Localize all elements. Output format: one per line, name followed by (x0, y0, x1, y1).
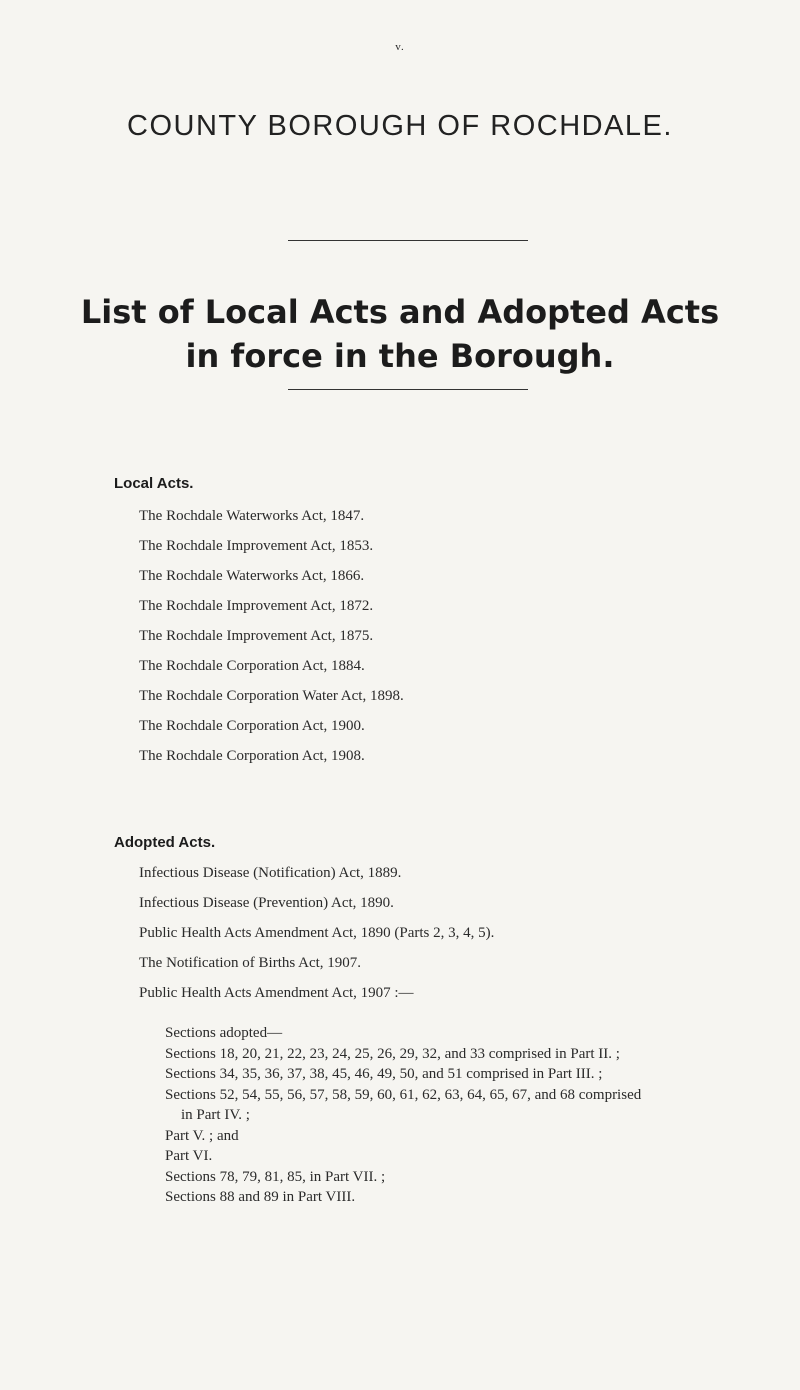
sections-line: Sections 88 and 89 in Part VIII. (165, 1189, 356, 1205)
list-item: The Rochdale Improvement Act, 1872. (139, 598, 374, 614)
list-item: Infectious Disease (Prevention) Act, 1890. (139, 895, 394, 911)
list-item: The Rochdale Corporation Act, 1908. (139, 748, 365, 764)
sections-adopted-list (165, 1023, 641, 1208)
page-number: v. (395, 41, 405, 53)
list-item: Infectious Disease (Notification) Act, 1889. (139, 865, 402, 881)
divider-top (288, 240, 528, 241)
list-item: The Rochdale Corporation Act, 1884. (139, 658, 365, 674)
list-item: Public Health Acts Amendment Act, 1890 (Parts 2, 3, 4, 5). (139, 925, 495, 941)
adopted-acts-list (139, 858, 494, 1008)
main-heading-line-1: List of Local Acts and Adopted Acts (80, 293, 720, 331)
list-item: The Rochdale Improvement Act, 1875. (139, 628, 374, 644)
sections-line: Part V. ; and (165, 1127, 239, 1144)
county-title: COUNTY BOROUGH OF ROCHDALE. (127, 110, 673, 142)
list-item: The Rochdale Improvement Act, 1853. (139, 538, 374, 554)
sections-line: Sections 52, 54, 55, 56, 57, 58, 59, 60, 61, 62, 63, 64, 65, 67, and 68 comprised (165, 1086, 642, 1103)
sections-line: Sections 78, 79, 81, 85, in Part VII. ; (165, 1168, 386, 1185)
list-item: The Rochdale Corporation Act, 1900. (139, 718, 365, 734)
list-item: The Notification of Births Act, 1907. (139, 955, 362, 971)
list-item: The Rochdale Corporation Water Act, 1898. (139, 688, 404, 704)
adopted-acts-heading: Adopted Acts. (114, 834, 216, 851)
local-acts-heading: Local Acts. (114, 475, 194, 492)
sections-line: Sections 34, 35, 36, 37, 38, 45, 46, 49, 50, and 51 comprised in Part III. ; (165, 1066, 603, 1082)
main-heading (0, 290, 800, 378)
main-heading-line-2: in force in the Borough. (185, 337, 615, 375)
sections-line: Sections adopted— (165, 1025, 283, 1041)
list-item: The Rochdale Waterworks Act, 1847. (139, 508, 365, 524)
local-acts-list (139, 501, 404, 771)
sections-line: in Part IV. ; (181, 1107, 250, 1123)
divider-middle (288, 389, 528, 390)
sections-line: Part VI. (165, 1148, 213, 1164)
sections-line: Sections 18, 20, 21, 22, 23, 24, 25, 26, 29, 32, and 33 comprised in Part II. ; (165, 1045, 620, 1062)
list-item: The Rochdale Waterworks Act, 1866. (139, 568, 365, 584)
list-item: Public Health Acts Amendment Act, 1907 :— (139, 985, 414, 1001)
